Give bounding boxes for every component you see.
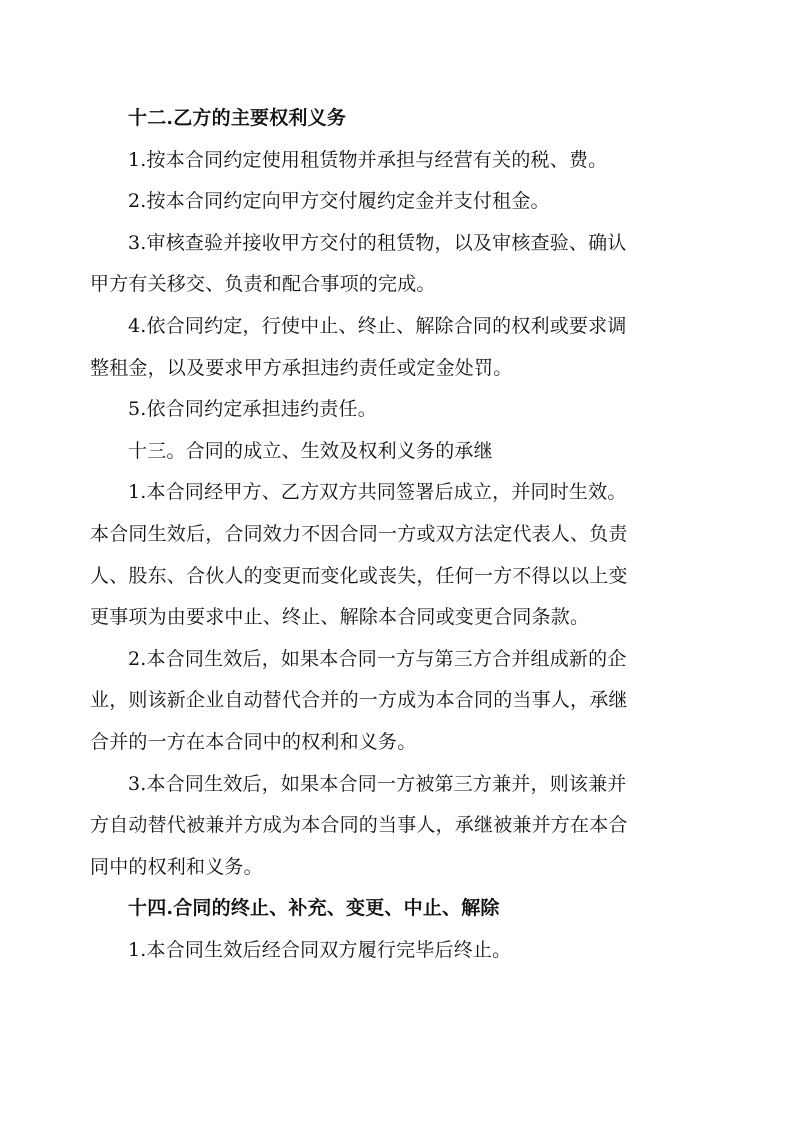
paragraph-line: 业，则该新企业自动替代合并的一方成为本合同的当事人，承继 <box>90 689 628 712</box>
document-body <box>90 98 704 971</box>
paragraph-line: 合并的一方在本合同中的权利和义务。 <box>90 730 417 753</box>
paragraph-line: 1.本合同生效后经合同双方履行完毕后终止。 <box>128 938 512 961</box>
paragraph-line: 3.本合同生效后，如果本合同一方被第三方兼并，则该兼并 <box>128 772 627 795</box>
paragraph-line: 人、股东、合伙人的变更而变化或丧失，任何一方不得以以上变 <box>90 564 628 587</box>
paragraph-line: 更事项为由要求中止、终止、解除本合同或变更合同条款。 <box>90 606 590 629</box>
section-heading-13: 十三。合同的成立、生效及权利义务的承继 <box>128 439 493 462</box>
section-heading-14: 十四.合同的终止、补充、变更、中止、解除 <box>128 897 500 920</box>
paragraph-line: 方自动替代被兼并方成为本合同的当事人，承继被兼并方在本合 <box>90 814 628 837</box>
paragraph-line: 1.按本合同约定使用租赁物并承担与经营有关的税、费。 <box>128 148 608 171</box>
paragraph-line: 2.本合同生效后，如果本合同一方与第三方合并组成新的企 <box>128 647 627 670</box>
paragraph-line: 本合同生效后，合同效力不因合同一方或双方法定代表人、负责 <box>90 522 628 545</box>
paragraph-line: 3.审核查验并接收甲方交付的租赁物，以及审核查验、确认 <box>128 231 627 254</box>
paragraph-line: 2.按本合同约定向甲方交付履约定金并支付租金。 <box>128 190 550 213</box>
paragraph-line: 甲方有关移交、负责和配合事项的完成。 <box>90 273 436 296</box>
paragraph-line: 同中的权利和义务。 <box>90 855 263 878</box>
section-heading-12: 十二.乙方的主要权利义务 <box>128 107 347 129</box>
paragraph-line: 5.依合同约定承担违约责任。 <box>128 398 377 421</box>
paragraph-line: 4.依合同约定，行使中止、终止、解除合同的权利或要求调 <box>128 314 627 337</box>
paragraph-line: 1.本合同经甲方、乙方双方共同签署后成立，并同时生效。 <box>128 481 627 504</box>
paragraph-line: 整租金，以及要求甲方承担违约责任或定金处罚。 <box>90 356 513 379</box>
